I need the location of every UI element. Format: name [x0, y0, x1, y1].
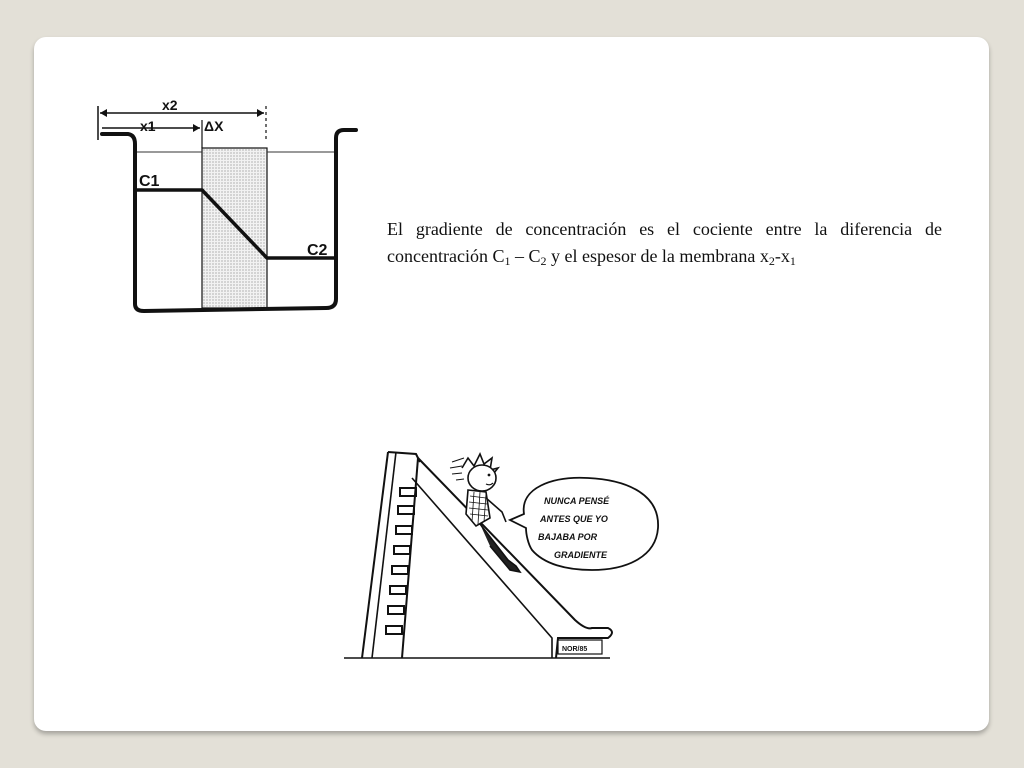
membrane: [202, 148, 267, 308]
boy-head: [468, 465, 496, 491]
c2-label: C2: [307, 242, 328, 259]
boy-character: [450, 454, 520, 572]
bubble-line-2: ANTES QUE YO: [540, 514, 608, 524]
cartoon-signature: NOR/85: [562, 646, 588, 653]
boy-legs: [480, 524, 520, 572]
ladder-top: [388, 452, 420, 462]
delta-x-label: ΔX: [204, 118, 224, 134]
boy-eye: [488, 474, 491, 477]
bubble-line-4: GRADIENTE: [554, 550, 608, 560]
c2-subscript: 2: [540, 254, 547, 268]
x2-subscript: 2: [768, 254, 775, 268]
slide-cartoon: [340, 448, 670, 666]
ladder-steps: [386, 488, 416, 634]
c1-subscript: 1: [504, 254, 511, 268]
bubble-line-3: BAJABA POR: [538, 532, 598, 542]
c1-label: C1: [139, 173, 160, 190]
x1-arrow-right: [193, 124, 200, 132]
x2-arrow-left: [100, 109, 107, 117]
x2-label: x2: [162, 98, 178, 113]
gradient-definition-text: El gradiente de concentración es el cociente entre la diferencia de concentración $C_1 - C_2$ y el espesor de la membrana $x_2-x_1$: [387, 219, 942, 268]
x1-label: x1: [140, 118, 156, 134]
bubble-line-1: NUNCA PENSÉ: [544, 496, 610, 506]
x2-arrow-right: [257, 109, 264, 117]
concentration-gradient-diagram: [92, 98, 364, 320]
x1-subscript: 1: [789, 254, 796, 268]
motion-lines: [450, 458, 464, 480]
